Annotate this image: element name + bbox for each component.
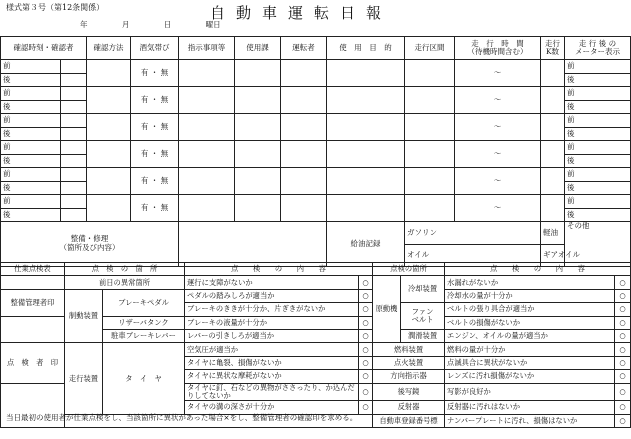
log-meter[interactable]: 前 [565, 141, 631, 155]
right-group: 燃料装置 [373, 343, 445, 356]
right-group: 方向指示器 [373, 370, 445, 383]
left-content: 空気圧が適当か [185, 343, 359, 356]
right-group: 後写鏡 [373, 383, 445, 401]
log-check-method[interactable] [87, 60, 131, 87]
left-mark[interactable]: ○ [359, 383, 373, 401]
manager-label: 整備管理者印 [1, 289, 65, 316]
header-instructions: 指示事項等 [179, 37, 235, 60]
right-mark[interactable]: ○ [615, 370, 631, 383]
manager-stamp-area [1, 276, 65, 289]
header-time [455, 37, 541, 60]
right-content: エンジン、オイルの量が適当か [445, 329, 615, 342]
log-before-after: 前 [1, 60, 61, 74]
right-content: ベルトの損傷がないか [445, 316, 615, 329]
log-driver[interactable] [281, 60, 327, 87]
left-group: 走行装置 [65, 343, 103, 414]
log-before-after: 後 [1, 181, 61, 195]
log-checker-cell[interactable] [61, 87, 87, 101]
right-content: 点滅具合に異状がないか [445, 356, 615, 369]
log-section[interactable] [405, 195, 455, 222]
log-section[interactable] [405, 87, 455, 114]
log-before-after: 後 [1, 100, 61, 114]
log-purpose[interactable] [327, 168, 405, 195]
log-instructions[interactable] [179, 168, 235, 195]
other-cell[interactable]: その他 [565, 222, 631, 267]
log-meter[interactable]: 後 [565, 208, 631, 222]
oil-cell[interactable]: オイル [405, 244, 541, 267]
date-year-label: 年 [80, 20, 88, 29]
log-before-after: 前 [1, 195, 61, 209]
header-content: 点 検 の 内 容 [185, 263, 373, 276]
log-dept[interactable] [235, 141, 281, 168]
log-km[interactable] [541, 60, 565, 87]
log-alcohol[interactable]: 有 ・ 無 [131, 141, 179, 168]
right-mark[interactable]: ○ [615, 343, 631, 356]
log-time[interactable]: ～ [455, 87, 541, 114]
left-sub: タ イ ヤ [103, 343, 185, 414]
gear-oil-cell[interactable]: ギアオイル [541, 244, 565, 267]
left-mark[interactable]: ○ [359, 303, 373, 316]
footer-note: 当日最初の使用者が仕業点検をし、当該箇所に異状があった場合×をし、整備管理者の確認印を求める。 [6, 413, 358, 422]
header-location: 点 検 の 箇 所 [65, 263, 185, 276]
left-content: タイヤの溝の深さが十分か [185, 401, 359, 414]
right-content: 水漏れがないか [445, 276, 615, 289]
maintenance-row-1 [1, 222, 631, 245]
header-km-sub: K数 [545, 47, 560, 56]
header-time-label: 走 行 時 間 [471, 38, 524, 48]
log-checker-cell[interactable] [61, 181, 87, 195]
log-before-after: 前 [1, 87, 61, 101]
right-sub: 冷却装置 [401, 276, 445, 303]
log-km[interactable] [541, 114, 565, 141]
right-group: 原動機 [373, 276, 401, 343]
maintenance-label: 整備・修理 [70, 234, 109, 244]
log-meter[interactable]: 後 [565, 154, 631, 168]
log-section[interactable] [405, 114, 455, 141]
log-meter[interactable]: 後 [565, 73, 631, 87]
left-content: ブレーキのききが十分か、片ぎきがないか [185, 303, 359, 316]
log-meter[interactable]: 前 [565, 195, 631, 209]
log-meter[interactable]: 前 [565, 168, 631, 182]
left-sub: リザーバタンク [103, 316, 185, 329]
date-month-label: 月 [121, 20, 130, 29]
header-content2: 点 検 の 内 容 [445, 263, 631, 276]
log-alcohol[interactable]: 有 ・ 無 [131, 60, 179, 87]
header-meter [565, 37, 631, 60]
header-driver: 運転者 [281, 37, 327, 60]
log-row [1, 87, 631, 101]
left-content: タイヤに釘、石などの異物がささったり、か込んだりしてないか [185, 383, 359, 401]
log-alcohol[interactable]: 有 ・ 無 [131, 87, 179, 114]
date-weekday-label: 曜日 [205, 20, 221, 29]
right-sub [401, 303, 445, 330]
right-content: 冷却水の量が十分か [445, 289, 615, 302]
log-before-after: 前 [1, 114, 61, 128]
right-mark[interactable]: ○ [615, 329, 631, 342]
header-alcohol: 酒気帯び [131, 37, 179, 60]
log-section[interactable] [405, 141, 455, 168]
inspection-row [1, 289, 631, 302]
log-alcohol[interactable]: 有 ・ 無 [131, 195, 179, 222]
left-content: 運行に支障がないか [185, 276, 359, 289]
inspection-row [1, 343, 631, 356]
left-mark[interactable]: ○ [359, 401, 373, 414]
log-km[interactable] [541, 168, 565, 195]
page-title: 自動車運転日報 [210, 4, 393, 22]
maintenance-notes[interactable] [179, 222, 327, 267]
inspection-row [1, 276, 631, 289]
log-km[interactable] [541, 195, 565, 222]
log-checker-cell[interactable] [61, 100, 87, 114]
left-mark[interactable]: ○ [359, 356, 373, 369]
log-meter[interactable]: 前 [565, 60, 631, 74]
log-row [1, 195, 631, 209]
right-mark[interactable]: ○ [615, 316, 631, 329]
left-mark[interactable]: ○ [359, 329, 373, 342]
left-sub: ブレーキペダル [103, 289, 185, 316]
log-checker-cell[interactable] [61, 114, 87, 128]
checker-label: 点 検 者 印 [1, 343, 65, 383]
right-mark[interactable]: ○ [615, 356, 631, 369]
log-check-method[interactable] [87, 87, 131, 114]
left-content: レバーの引きしろが適当か [185, 329, 359, 342]
log-meter[interactable]: 後 [565, 181, 631, 195]
log-dept[interactable] [235, 60, 281, 87]
log-purpose[interactable] [327, 60, 405, 87]
right-sub-line1: ファン [411, 307, 434, 317]
log-before-after: 後 [1, 154, 61, 168]
log-instructions[interactable] [179, 195, 235, 222]
log-dept[interactable] [235, 87, 281, 114]
left-mark[interactable]: ○ [359, 343, 373, 356]
inspection-body [1, 263, 631, 428]
right-group: 自動車登録番号標 [373, 414, 445, 427]
log-instructions[interactable] [179, 114, 235, 141]
left-content: タイヤに異状な摩耗がないか [185, 370, 359, 383]
left-mark[interactable]: ○ [359, 289, 373, 302]
log-km[interactable] [541, 87, 565, 114]
log-checker-cell[interactable] [61, 195, 87, 209]
log-before-after: 後 [1, 208, 61, 222]
log-check-method[interactable] [87, 114, 131, 141]
log-meter[interactable]: 前 [565, 114, 631, 128]
right-content: ベルトの張り具合が適当か [445, 303, 615, 316]
left-mark[interactable]: ○ [359, 370, 373, 383]
left-sub: 前日の異常箇所 [65, 276, 185, 289]
right-sub-line2: ベルト [411, 315, 434, 325]
right-mark[interactable]: ○ [615, 289, 631, 302]
right-mark[interactable]: ○ [615, 276, 631, 289]
log-instructions[interactable] [179, 60, 235, 87]
log-before-after: 後 [1, 127, 61, 141]
gasoline-cell[interactable]: ガソリン [405, 222, 541, 245]
header-meter-label: 走 行 後 の [578, 38, 617, 48]
maintenance-label-cell [1, 222, 179, 267]
right-group: 反射器 [373, 401, 445, 414]
log-checker-cell[interactable] [61, 141, 87, 155]
right-mark[interactable]: ○ [615, 383, 631, 401]
log-checker-cell[interactable] [61, 154, 87, 168]
right-mark[interactable]: ○ [615, 414, 631, 427]
log-alcohol[interactable]: 有 ・ 無 [131, 168, 179, 195]
log-before-after: 後 [1, 73, 61, 87]
log-instructions[interactable] [179, 87, 235, 114]
right-group: 点火装置 [373, 356, 445, 369]
header-purpose: 使 用 目 的 [327, 37, 405, 60]
left-content: ブレーキの液量が十分か [185, 316, 359, 329]
log-time[interactable]: ～ [455, 168, 541, 195]
log-checker-cell[interactable] [61, 60, 87, 74]
manager-stamp-box[interactable] [1, 316, 65, 343]
left-mark[interactable]: ○ [359, 276, 373, 289]
log-row [1, 114, 631, 128]
left-content: ペダルの踏みしろが適当か [185, 289, 359, 302]
log-purpose[interactable] [327, 195, 405, 222]
log-driver[interactable] [281, 195, 327, 222]
inspection-table [0, 262, 631, 428]
right-content: 反射器に汚れはないか [445, 401, 615, 414]
date-line [80, 19, 253, 30]
log-time[interactable]: ～ [455, 141, 541, 168]
header-check-time: 確認時刻・確認者 [1, 37, 87, 60]
log-meter[interactable]: 後 [565, 127, 631, 141]
left-sub: 駐車ブレーキレバー [103, 329, 185, 342]
right-content: レンズに汚れ損傷がないか [445, 370, 615, 383]
log-meter[interactable]: 前 [565, 87, 631, 101]
log-alcohol[interactable]: 有 ・ 無 [131, 114, 179, 141]
log-dept[interactable] [235, 114, 281, 141]
log-checker-cell[interactable] [61, 168, 87, 182]
header-section: 走行区間 [405, 37, 455, 60]
right-mark[interactable]: ○ [615, 401, 631, 414]
fuel-record-label: 給油記録 [327, 222, 405, 267]
log-header-row [1, 37, 631, 60]
header-location2: 点検の箇所 [373, 263, 445, 276]
log-time[interactable]: ～ [455, 114, 541, 141]
log-meter[interactable]: 後 [565, 100, 631, 114]
log-time[interactable]: ～ [455, 195, 541, 222]
log-checker-cell[interactable] [61, 73, 87, 87]
log-dept[interactable] [235, 168, 281, 195]
log-checker-cell[interactable] [61, 127, 87, 141]
log-body [1, 60, 631, 222]
date-day-label: 日 [163, 20, 172, 29]
log-purpose[interactable] [327, 87, 405, 114]
driving-log-table [0, 36, 631, 267]
log-purpose[interactable] [327, 114, 405, 141]
right-content: ナンバープレートに汚れ、損傷はないか [445, 414, 615, 427]
right-content: 燃料の量が十分か [445, 343, 615, 356]
header-km-label: 走行 [545, 38, 560, 48]
right-content: 写影が良好か [445, 383, 615, 401]
log-driver[interactable] [281, 141, 327, 168]
log-row [1, 168, 631, 182]
log-row [1, 60, 631, 74]
header-dept: 使用課 [235, 37, 281, 60]
inspector-label: 仕業点検表 [1, 263, 65, 276]
log-row [1, 141, 631, 155]
header-meter-sub: メーター表示 [575, 47, 620, 56]
header-check-method: 確認方法 [87, 37, 131, 60]
log-instructions[interactable] [179, 141, 235, 168]
maintenance-sublabel: （箇所及び内容） [59, 243, 120, 252]
log-purpose[interactable] [327, 141, 405, 168]
log-before-after: 前 [1, 168, 61, 182]
log-checker-cell[interactable] [61, 208, 87, 222]
log-before-after: 前 [1, 141, 61, 155]
log-check-method[interactable] [87, 168, 131, 195]
inspection-header-row [1, 263, 631, 276]
log-driver[interactable] [281, 114, 327, 141]
diesel-cell[interactable]: 軽油 [541, 222, 565, 245]
right-mark[interactable]: ○ [615, 303, 631, 316]
log-driver[interactable] [281, 168, 327, 195]
header-km [541, 37, 565, 60]
right-sub: 潤滑装置 [401, 329, 445, 342]
log-km[interactable] [541, 141, 565, 168]
log-section[interactable] [405, 168, 455, 195]
header-time-sub: （待機時間含む） [467, 47, 528, 56]
left-content: タイヤに亀裂、損傷がないか [185, 356, 359, 369]
log-time[interactable]: ～ [455, 60, 541, 87]
left-mark[interactable]: ○ [359, 316, 373, 329]
form-number: 様式第３号（第12条関係） [6, 3, 105, 12]
log-dept[interactable] [235, 195, 281, 222]
log-check-method[interactable] [87, 195, 131, 222]
log-section[interactable] [405, 60, 455, 87]
log-driver[interactable] [281, 87, 327, 114]
left-group: 制動装置 [65, 289, 103, 343]
log-check-method[interactable] [87, 141, 131, 168]
